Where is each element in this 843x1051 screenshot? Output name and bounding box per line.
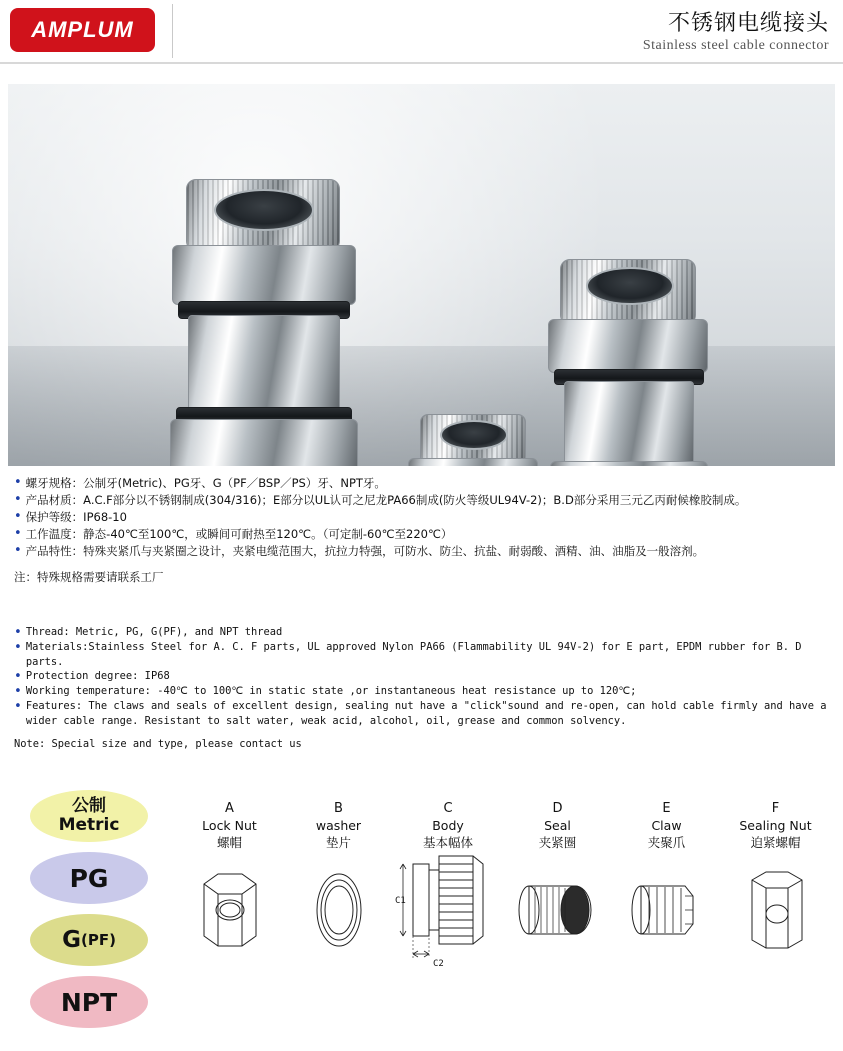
part-drawing-lock-nut xyxy=(175,857,284,962)
badge-gpf xyxy=(30,914,148,966)
part-name-cn: 夹聚爪 xyxy=(647,835,686,850)
gland-cap-hole xyxy=(214,189,314,231)
spec-item-en xyxy=(14,640,829,669)
badge-label: PG xyxy=(69,863,109,893)
part-drawing-body xyxy=(393,857,503,969)
spec-text-en: Features: The claws and seals of excellent design, sealing nut have a "click"sound and re-open, can hold cable firmly and have a wider cable range. Resistant to salt water, weak acid, alcohol, oil, grease and common solvency. xyxy=(25,700,827,727)
gland-sealing-nut xyxy=(548,319,708,373)
spec-item xyxy=(14,509,829,525)
spec-text: 保护等级：IP68-10 xyxy=(25,510,127,524)
specifications-cn xyxy=(14,475,829,585)
part-a xyxy=(175,800,284,962)
cable-gland-small xyxy=(408,414,536,466)
part-c xyxy=(393,800,503,969)
note-cn: 注：特殊规格需要请联系工厂 xyxy=(14,570,164,584)
part-name-en: Seal xyxy=(544,818,571,833)
bullet-icon: • xyxy=(14,699,22,714)
dim-c2-label: C2 xyxy=(433,958,444,969)
bullet-icon: • xyxy=(14,509,22,524)
bullet-icon: • xyxy=(14,492,22,507)
spec-text-en: Materials:Stainless Steel for A. C. F parts, UL approved Nylon PA66 (Flammability UL 94V-2) for E part, EPDM rubber for B. D parts. xyxy=(25,641,802,668)
badge-label-en: Metric xyxy=(58,815,120,835)
spec-item xyxy=(14,526,829,542)
cable-gland-right xyxy=(548,259,708,466)
spec-item-en xyxy=(14,699,829,728)
note-en: Note: Special size and type, please contact us xyxy=(14,738,302,750)
brand-logo-text: AMPLUM xyxy=(31,17,134,42)
parts-diagram xyxy=(175,800,830,969)
brand-logo xyxy=(10,8,155,52)
part-d xyxy=(503,800,612,962)
badge-label: G xyxy=(62,927,81,953)
part-letter: F xyxy=(771,801,780,816)
part-drawing-washer xyxy=(284,857,393,962)
part-letter: A xyxy=(225,801,234,816)
page-title-en: Stainless steel cable connector xyxy=(642,38,829,53)
dim-c1-label: C1 xyxy=(395,895,406,906)
gland-sealing-nut xyxy=(408,458,538,466)
part-drawing-seal xyxy=(503,857,612,962)
gland-lock-nut xyxy=(550,461,708,466)
part-name-en: Claw xyxy=(651,818,682,833)
badge-label-cn: 公制 xyxy=(72,796,106,816)
gland-lock-nut xyxy=(170,419,358,466)
bullet-icon: • xyxy=(14,625,22,640)
page-title-cn: 不锈钢电缆接头 xyxy=(667,11,829,36)
spec-item xyxy=(14,543,829,559)
part-letter: D xyxy=(552,801,563,816)
product-photo xyxy=(8,84,835,466)
gland-sealing-nut xyxy=(172,245,356,305)
spec-item-en xyxy=(14,669,829,684)
cable-gland-large xyxy=(168,179,358,466)
part-name-cn: 夹紧圈 xyxy=(538,835,577,850)
part-e xyxy=(612,800,721,962)
bullet-icon: • xyxy=(14,543,22,558)
part-name-cn: 螺帽 xyxy=(216,835,242,850)
spec-text: 螺牙规格：公制牙(Metric)、PG牙、G（PF／BSP／PS）牙、NPT牙。 xyxy=(25,476,386,490)
gland-body xyxy=(564,381,694,465)
part-letter: E xyxy=(662,801,671,816)
page-header xyxy=(0,0,843,64)
gland-body xyxy=(188,315,340,413)
badge-pg xyxy=(30,852,148,904)
badge-label-suffix: (PF) xyxy=(80,931,116,949)
spec-item xyxy=(14,492,829,508)
bullet-icon: • xyxy=(14,475,22,490)
part-name-en: Body xyxy=(432,818,464,833)
gland-cap-hole xyxy=(440,420,508,450)
part-name-cn: 垫片 xyxy=(325,835,351,850)
part-letter: B xyxy=(334,801,343,816)
part-letter: C xyxy=(443,801,453,816)
header-divider xyxy=(172,4,173,58)
spec-text-en: Working temperature: -40℃ to 100℃ in static state ,or instantaneous heat resistance up to 120℃; xyxy=(25,685,637,697)
spec-text-en: Protection degree: IP68 xyxy=(25,670,170,682)
bullet-icon: • xyxy=(14,526,22,541)
part-name-en: Sealing Nut xyxy=(739,818,812,833)
specifications-en xyxy=(14,625,829,752)
spec-text: 产品特性：特殊夹紧爪与夹紧圈之设计，夹紧电缆范围大，抗拉力特强，可防水、防尘、抗盐、耐弱酸、酒精、油、油脂及一般溶剂。 xyxy=(25,544,705,558)
spec-text: 工作温度：静态-40℃至100℃，或瞬间可耐热至120℃。（可定制-60℃至220℃） xyxy=(25,527,453,541)
spec-item-en xyxy=(14,684,829,699)
badge-metric xyxy=(30,790,148,842)
spec-item-en xyxy=(14,625,829,640)
part-name-en: washer xyxy=(315,818,362,833)
bullet-icon: • xyxy=(14,684,22,699)
gland-cap-hole xyxy=(586,267,674,305)
spec-item xyxy=(14,475,829,491)
part-f xyxy=(721,800,830,962)
bullet-icon: • xyxy=(14,640,22,655)
spec-text: 产品材质：A.C.F部分以不锈钢制成(304/316)；E部分以UL认可之尼龙PA66制成(防火等级UL94V-2)；B.D部分采用三元乙丙耐候橡胶制成。 xyxy=(25,493,747,507)
spec-text-en: Thread: Metric, PG, G(PF), and NPT thread xyxy=(25,626,283,638)
part-drawing-sealing-nut xyxy=(721,857,830,962)
part-name-en: Lock Nut xyxy=(202,818,257,833)
part-b xyxy=(284,800,393,962)
badge-npt xyxy=(30,976,148,1028)
thread-type-badges xyxy=(30,790,160,1038)
part-name-cn: 基本幅体 xyxy=(422,835,473,850)
bullet-icon: • xyxy=(14,669,22,684)
part-drawing-claw xyxy=(612,857,721,962)
badge-label: NPT xyxy=(60,987,118,1017)
part-name-cn: 迫紧螺帽 xyxy=(750,835,801,850)
